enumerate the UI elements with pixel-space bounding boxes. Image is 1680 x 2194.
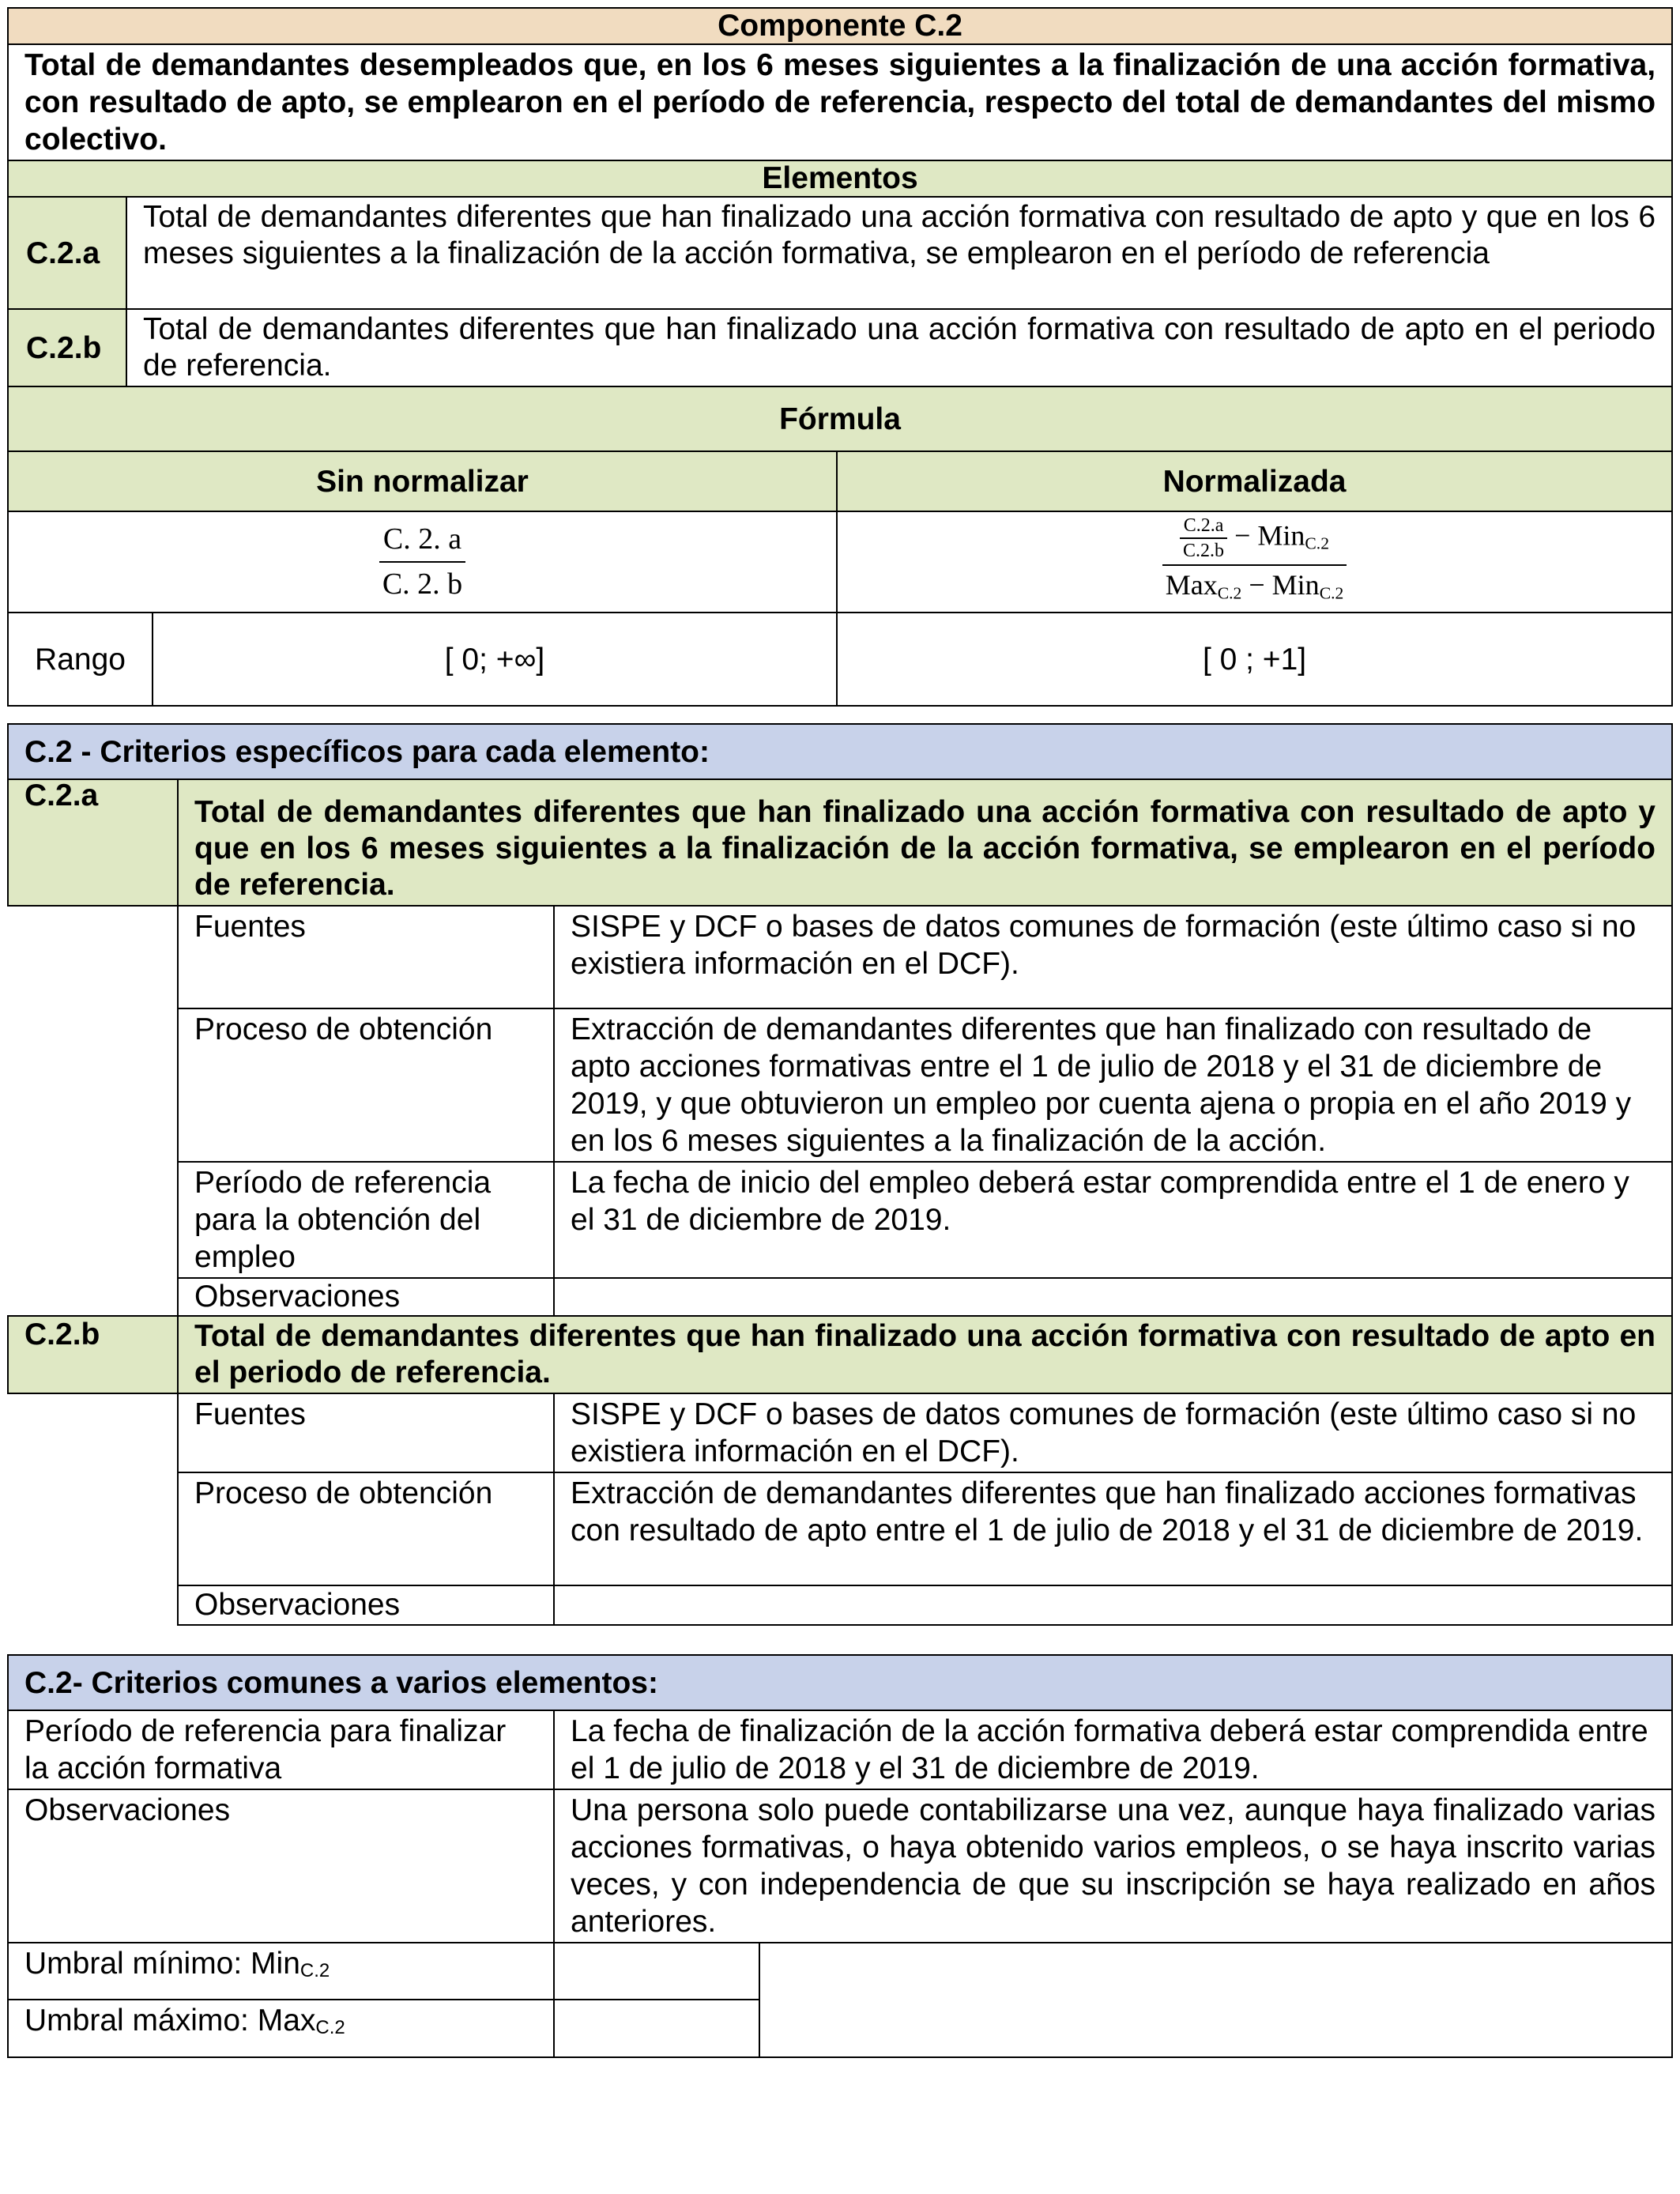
sin-normalizar-header: Sin normalizar [8,451,837,511]
raw-formula-numerator: C. 2. a [379,521,465,563]
element-code: C.2.a [8,197,126,309]
normalized-formula [837,511,1672,613]
observaciones-label: Observaciones [8,1789,554,1943]
rango-normalized: [ 0 ; +1] [837,613,1672,706]
element-text: Total de demandantes diferentes que han finalizado una acción formativa con resultado de apto y que en los 6 meses siguientes a la finalización de la acción formativa, se emplearon en el período de referencia [126,197,1672,309]
umbral-min-label [8,1943,554,2000]
spacer-cell [8,1393,178,1625]
component-title: Componente C.2 [8,8,1672,44]
umbral-min-sub: C.2 [299,1960,330,1981]
element-text: Total de demandantes diferentes que han finalizado una acción formativa con resultado de apto en el periodo de referencia. [126,309,1672,386]
spacer-cell [8,906,178,1316]
criteria-value: Extracción de demandantes diferentes que han finalizado acciones formativas con resultado de apto entre el 1 de julio de 2018 y el 31 de diciembre de 2019. [554,1472,1672,1585]
umbral-min-text: Umbral mínimo: Min [24,1947,300,1981]
umbral-blank-cell [759,1943,1672,2057]
specific-element-code: C.2.b [8,1316,178,1393]
formula-header: Fórmula [8,386,1672,451]
norm-min-sub: C.2 [1305,533,1329,553]
criteria-value: Extracción de demandantes diferentes que han finalizado con resultado de apto acciones formativas entre el 1 de julio de 2018 y el 31 de diciembre de 2019, y que obtuvieron un empleo por cuenta ajena o propia en el año 2019 y en los 6 meses siguientes a la finalización de la acción. [554,1008,1672,1162]
norm-minus-min: − Min [1234,519,1305,552]
periodo-value: La fecha de finalización de la acción formativa deberá estar comprendida entre el 1 de julio de 2018 y el 31 de diciembre de 2019. [554,1710,1672,1789]
element-code: C.2.b [8,309,126,386]
rango-label: Rango [8,613,153,706]
umbral-max-text: Umbral máximo: Max [24,2004,316,2038]
criteria-label: Proceso de obtención [178,1008,554,1162]
criteria-label: Proceso de obtención [178,1472,554,1585]
norm-inner-denominator: C.2.b [1183,540,1225,561]
raw-formula-denominator: C. 2. b [382,567,463,601]
criteria-value: La fecha de inicio del empleo deberá estar comprendida entre el 1 de enero y el 31 de diciembre de 2019. [554,1162,1672,1278]
criteria-value: SISPE y DCF o bases de datos comunes de formación (este último caso si no existiera información en el DCF). [554,906,1672,1008]
elements-header: Elementos [8,160,1672,197]
normalizada-header: Normalizada [837,451,1672,511]
rango-raw: [ 0; +∞] [153,613,837,706]
component-table [7,7,1673,707]
criteria-value [554,1278,1672,1316]
umbral-min-value [554,1943,759,2000]
umbral-max-sub: C.2 [315,2017,345,2038]
norm-inner-numerator: C.2.a [1180,515,1227,539]
criteria-label: Período de referencia para la obtención del empleo [178,1162,554,1278]
component-description: Total de demandantes desempleados que, en los 6 meses siguientes a la finalización de una acción formativa, con resultado de apto, se emplearon en el período de referencia, respecto del total de demandantes del mismo colectivo. [8,44,1672,160]
specific-element-title: Total de demandantes diferentes que han finalizado una acción formativa con resultado de apto y que en los 6 meses siguientes a la finalización de la acción formativa, se emplearon en el período de referencia. [178,779,1672,906]
common-criteria-table [7,1654,1673,2058]
specific-header: C.2 - Criterios específicos para cada elemento: [8,724,1672,779]
specific-element-title: Total de demandantes diferentes que han finalizado una acción formativa con resultado de apto en el periodo de referencia. [178,1316,1672,1393]
norm-den-min-sub: C.2 [1319,583,1344,603]
specific-element-code: C.2.a [8,779,178,906]
norm-max-sub: C.2 [1217,583,1242,603]
criteria-value [554,1585,1672,1625]
umbral-max-label [8,2000,554,2057]
criteria-label: Fuentes [178,1393,554,1472]
common-header: C.2- Criterios comunes a varios elementos: [8,1655,1672,1710]
periodo-label: Período de referencia para finalizar la acción formativa [8,1710,554,1789]
norm-den-minus-min: − Min [1241,568,1320,601]
observaciones-value: Una persona solo puede contabilizarse una vez, aunque haya finalizado varias acciones formativas, o haya obtenido varios empleos, o se haya inscrito varias veces, y con independencia de que su inscripción se haya realizado en años anteriores. [554,1789,1672,1943]
umbral-max-value [554,2000,759,2057]
criteria-value: SISPE y DCF o bases de datos comunes de formación (este último caso si no existiera información en el DCF). [554,1393,1672,1472]
specific-criteria-table [7,723,1673,1626]
criteria-label: Observaciones [178,1585,554,1625]
norm-max: Max [1165,568,1218,601]
criteria-label: Fuentes [178,906,554,1008]
criteria-label: Observaciones [178,1278,554,1316]
raw-formula [8,511,837,613]
